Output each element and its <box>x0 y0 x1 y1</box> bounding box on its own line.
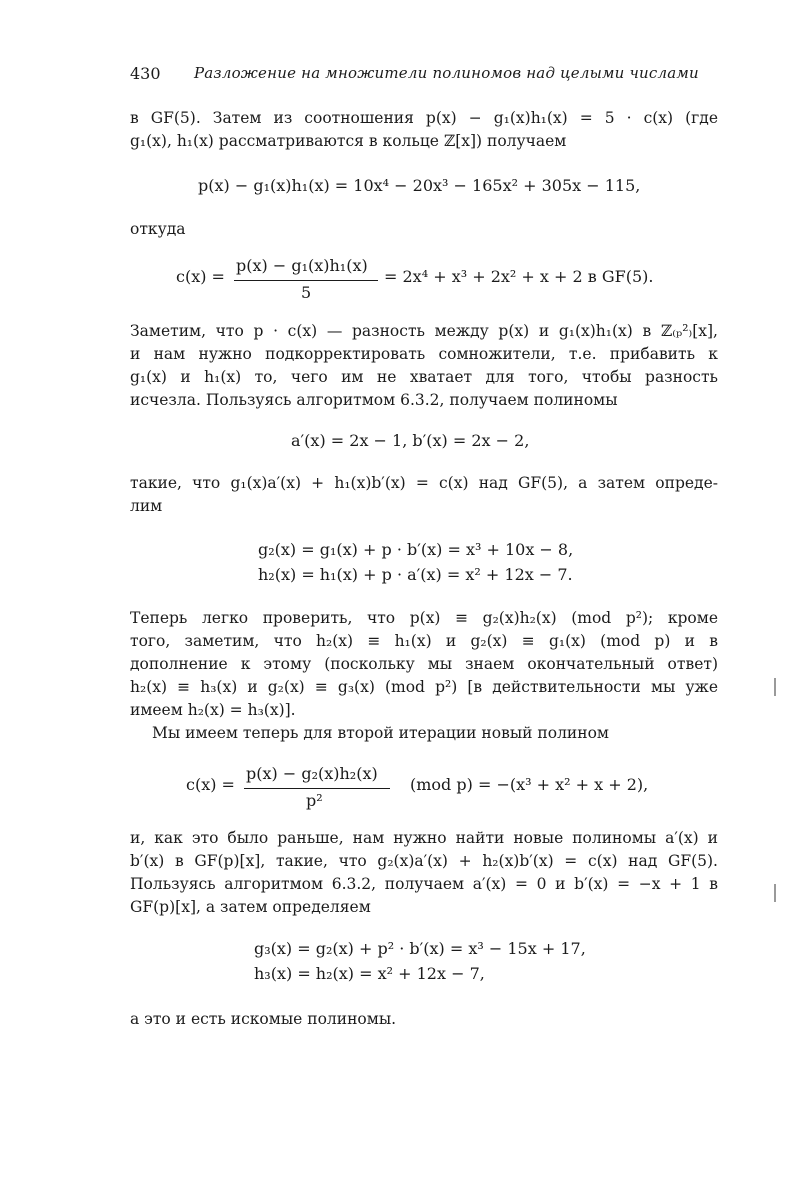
equation: h₂(x) = h₁(x) + p · a′(x) = x² + 12x − 7. <box>258 565 573 584</box>
paragraph-line: Пользуясь алгоритмом 6.3.2, получаем a′(x) = 0 и b′(x) = −x + 1 в <box>130 875 718 893</box>
running-title: Разложение на множители полиномов над целыми числами <box>194 64 699 82</box>
page-header <box>130 64 730 86</box>
paragraph-line: такие, что g₁(x)a′(x) + h₁(x)b′(x) = c(x) над GF(5), а затем опреде- <box>130 474 718 492</box>
fraction-denominator: p² <box>306 791 323 810</box>
paragraph-line: исчезла. Пользуясь алгоритмом 6.3.2, получаем полиномы <box>130 391 618 409</box>
paragraph-line: g₁(x), h₁(x) рассматриваются в кольце ℤ[x]) получаем <box>130 132 567 150</box>
fraction-bar <box>234 280 378 281</box>
equation: g₃(x) = g₂(x) + p² · b′(x) = x³ − 15x + 17, <box>254 939 586 958</box>
fraction-numerator: p(x) − g₁(x)h₁(x) <box>236 256 368 275</box>
paragraph-line: того, заметим, что h₂(x) ≡ h₁(x) и g₂(x) ≡ g₁(x) (mod p) и в <box>130 632 718 650</box>
paragraph-line: g₁(x) и h₁(x) то, чего им не хватает для того, чтобы разность <box>130 368 718 386</box>
paragraph-line: откуда <box>130 220 186 238</box>
paragraph-line: лим <box>130 497 163 515</box>
paragraph-line: и нам нужно подкорректировать сомножители, т.е. прибавить к <box>130 345 718 363</box>
paragraph-line: дополнение к этому (поскольку мы знаем окончательный ответ) <box>130 655 718 673</box>
equation-lhs: c(x) = <box>186 775 235 794</box>
equation: h₃(x) = h₂(x) = x² + 12x − 7, <box>254 964 485 983</box>
paragraph-line: в GF(5). Затем из соотношения p(x) − g₁(x)h₁(x) = 5 · c(x) (где <box>130 109 718 127</box>
fraction-denominator: 5 <box>301 283 312 302</box>
paragraph-line: имеем h₂(x) = h₃(x)]. <box>130 701 296 719</box>
equation: g₂(x) = g₁(x) + p · b′(x) = x³ + 10x − 8, <box>258 540 574 559</box>
margin-mark <box>774 678 776 696</box>
equation: p(x) − g₁(x)h₁(x) = 10x⁴ − 20x³ − 165x² + 305x − 115, <box>198 176 641 195</box>
equation-rhs: = 2x⁴ + x³ + 2x² + x + 2 в GF(5). <box>384 267 654 286</box>
paragraph-line: GF(p)[x], а затем определяем <box>130 898 371 916</box>
fraction-numerator: p(x) − g₂(x)h₂(x) <box>246 764 378 783</box>
paragraph-line: а это и есть искомые полиномы. <box>130 1010 397 1028</box>
equation-rhs: (mod p) = −(x³ + x² + x + 2), <box>410 775 649 794</box>
paragraph-line: и, как это было раньше, нам нужно найти новые полиномы a′(x) и <box>130 829 718 847</box>
margin-mark <box>774 884 776 902</box>
paragraph-line: Заметим, что p · c(x) — разность между p(x) и g₁(x)h₁(x) в ℤ₍ₚ²₎[x], <box>130 322 718 340</box>
equation: a′(x) = 2x − 1, b′(x) = 2x − 2, <box>291 431 530 450</box>
paragraph-line: Теперь легко проверить, что p(x) ≡ g₂(x)h₂(x) (mod p²); кроме <box>130 609 718 627</box>
page-number: 430 <box>130 64 161 83</box>
paragraph-line: b′(x) в GF(p)[x], такие, что g₂(x)a′(x) + h₂(x)b′(x) = c(x) над GF(5). <box>130 852 718 870</box>
fraction-bar <box>244 788 390 789</box>
equation-lhs: c(x) = <box>176 267 225 286</box>
paragraph-line: h₂(x) ≡ h₃(x) и g₂(x) ≡ g₃(x) (mod p²) [в действительности мы уже <box>130 678 718 696</box>
paragraph-line: Мы имеем теперь для второй итерации новый полином <box>152 724 609 742</box>
